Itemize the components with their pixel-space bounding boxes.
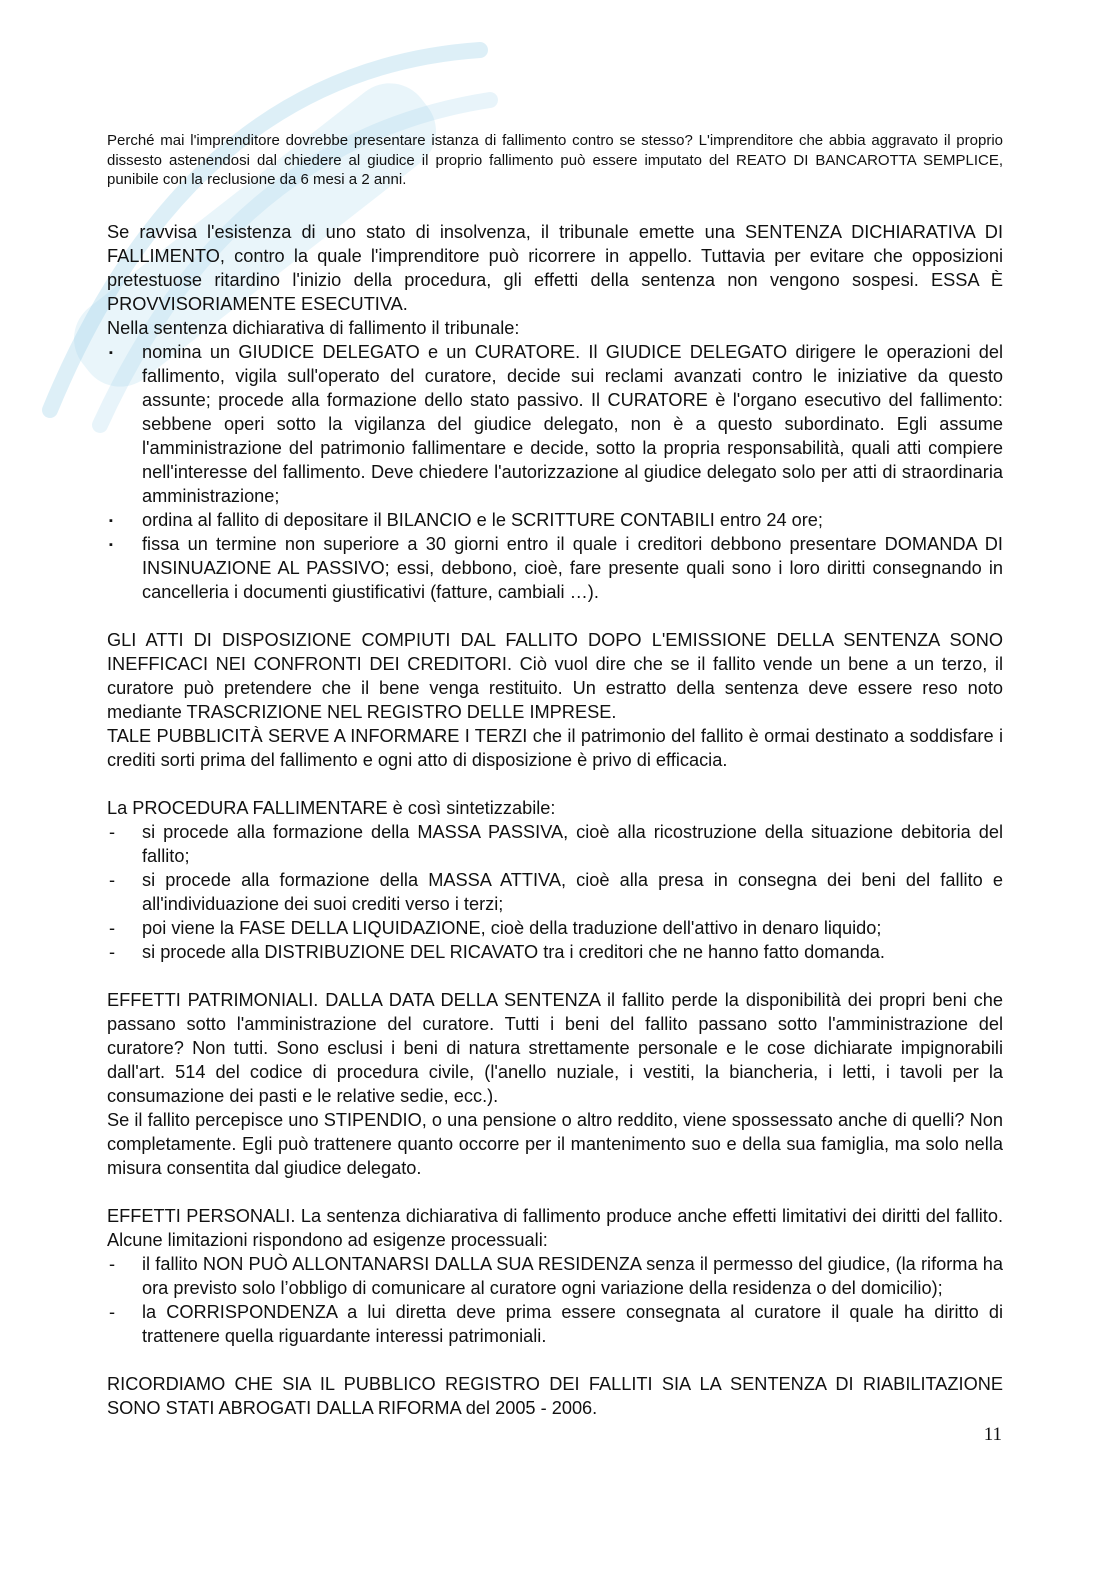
dash-marker: - [109,1253,116,1274]
list-item [107,1300,1003,1348]
personali-paragraph: EFFETTI PERSONALI. La sentenza dichiarativa di fallimento produce anche effetti limitativi dei diritti del fallito. Alcune limitazioni rispondono ad esigenze processuali: [107,1205,1003,1250]
list-item-text: nomina un GIUDICE DELEGATO e un CURATORE. Il GIUDICE DELEGATO dirigere le operazioni del fallimento, vigila sull'operato del curatore, decide sui reclami avanzati contro le iniziative da questo assunte; procede alla formazione dello stato passivo. Il CURATORE è l'organo esecutivo del fallimento: sebbene operi sotto la vigilanza del giudice delegato, non è a questo subordinato. Egli assume l'amministrazione del patrimonio fallimentare e decide, sotto la propria responsabilità, quali atti compiere nell'interesse del fallimento. Deve chiedere l'autorizzazione al giudice delegato solo per atti di straordinaria amministrazione; [142,341,1003,506]
dash-marker: - [109,869,116,890]
stipendio-paragraph: Se il fallito percepisce uno STIPENDIO, o una pensione o altro reddito, viene spossessato anche di quelli? Non completamente. Egli può trattenere quanto occorre per il mantenimento suo e della sua famiglia, ma solo nella misura consentita dal giudice delegato. [107,1109,1003,1178]
list-item-text: la CORRISPONDENZA a lui diretta deve prima essere consegnata al curatore il quale ha diritto di trattenere quella riguardante interessi patrimoniali. [142,1301,1003,1346]
list-item-text: fissa un termine non superiore a 30 giorni entro il quale i creditori debbono presentare DOMANDA DI INSINUAZIONE AL PASSIVO; essi, debbono, cioè, fare presente quali sono i loro diritti consegnando in cancelleria i documenti giustificativi (fatture, cambiali …). [142,533,1003,602]
dash-marker: - [109,917,116,938]
sentenza-paragraph: Se ravvisa l'esistenza di uno stato di insolvenza, il tribunale emette una SENTENZA DICHIARATIVA DI FALLIMENTO, contro la quale l'imprenditore può ricorrere in appello. Tuttavia per evitare che opposizioni pretestuose ritardino l'inizio della procedura, gli effetti della sentenza non vengono sospesi. ESSA È PROVVISORIAMENTE ESECUTIVA. [107,221,1003,314]
list-item [107,868,1003,916]
procedura-intro: La PROCEDURA FALLIMENTARE è così sintetizzabile: [107,797,556,818]
list-item-text: si procede alla DISTRIBUZIONE DEL RICAVATO tra i creditori che ne hanno fatto domanda. [142,941,885,962]
list-item-text: ordina al fallito di depositare il BILANCIO e le SCRITTURE CONTABILI entro 24 ore; [142,509,823,530]
dash-marker: - [109,821,116,842]
spacer [107,772,1003,796]
list-item [107,820,1003,868]
conclusione-paragraph: RICORDIAMO CHE SIA IL PUBBLICO REGISTRO DEI FALLITI SIA LA SENTENZA DI RIABILITAZIONE SONO STATI ABROGATI DALLA RIFORMA del 2005 - 2006. [107,1373,1003,1418]
spacer [107,1180,1003,1204]
bullet-marker: ▪ [109,346,113,359]
list-item [107,532,1003,604]
spacer [107,1348,1003,1372]
list-item-text: il fallito NON PUÒ ALLONTANARSI DALLA SUA RESIDENZA senza il permesso del giudice, (la riforma ha ora previsto solo l’obbligo di comunicare al curatore ogni variazione della residenza o del domicilio); [142,1253,1003,1298]
bullet-marker: ▪ [109,538,113,551]
sentenza-list-intro: Nella sentenza dichiarativa di fallimento il tribunale: [107,317,520,338]
spacer [107,190,1003,220]
atti-paragraph: GLI ATTI DI DISPOSIZIONE COMPIUTI DAL FALLITO DOPO L'EMISSIONE DELLA SENTENZA SONO INEFFICACI NEI CONFRONTI DEI CREDITORI. Ciò vuol dire che se il fallito vende un bene a un terzo, il curatore può pretendere che il bene venga restituito. Un estratto della sentenza deve essere reso noto mediante TRASCRIZIONE NEL REGISTRO DELLE IMPRESE. [107,629,1003,722]
patrimoniali-paragraph: EFFETTI PATRIMONIALI. DALLA DATA DELLA SENTENZA il fallito perde la disponibilità dei propri beni che passano sotto l'amministrazione del curatore. Tutti i beni del fallito passano sotto l'amministrazione del curatore? Non tutti. Sono esclusi i beni di natura strettamente personale e le cose dichiarate impignorabili dall'art. 514 del codice di procedura civile, (l'anello nuziale, i vestiti, la biancheria, i letti, i tavoli per la consumazione dei pasti e le relative sedie, ecc.). [107,989,1003,1106]
dash-marker: - [109,941,116,962]
list-item-text: si procede alla formazione della MASSA PASSIVA, cioè alla ricostruzione della situazione debitoria del fallito; [142,821,1003,866]
pubblicita-paragraph: TALE PUBBLICITÀ SERVE A INFORMARE I TERZI che il patrimonio del fallito è ormai destinato a soddisfare i crediti sorti prima del fallimento e ogni atto di disposizione è privo di efficacia. [107,725,1003,770]
list-item [107,916,1003,940]
personali-list [107,1252,1003,1348]
document-body [107,131,1003,1420]
page-number: 11 [983,1424,1002,1445]
list-item [107,340,1003,508]
sentenza-list [107,340,1003,604]
spacer [107,604,1003,628]
procedura-list [107,820,1003,964]
dash-marker: - [109,1301,116,1322]
intro-paragraph: Perché mai l'imprenditore dovrebbe presentare istanza di fallimento contro se stesso? L'imprenditore che abbia aggravato il proprio dissesto astenendosi dal chiedere al giudice il proprio fallimento può essere imputato del REATO DI BANCAROTTA SEMPLICE, punibile con la reclusione da 6 mesi a 2 anni. [107,132,1003,188]
list-item [107,1252,1003,1300]
spacer [107,964,1003,988]
list-item-text: si procede alla formazione della MASSA ATTIVA, cioè alla presa in consegna dei beni del fallito e all'individuazione dei suoi crediti verso i terzi; [142,869,1003,914]
list-item [107,940,1003,964]
list-item [107,508,1003,532]
bullet-marker: ▪ [109,514,113,527]
list-item-text: poi viene la FASE DELLA LIQUIDAZIONE, cioè della traduzione dell'attivo in denaro liquido; [142,917,882,938]
